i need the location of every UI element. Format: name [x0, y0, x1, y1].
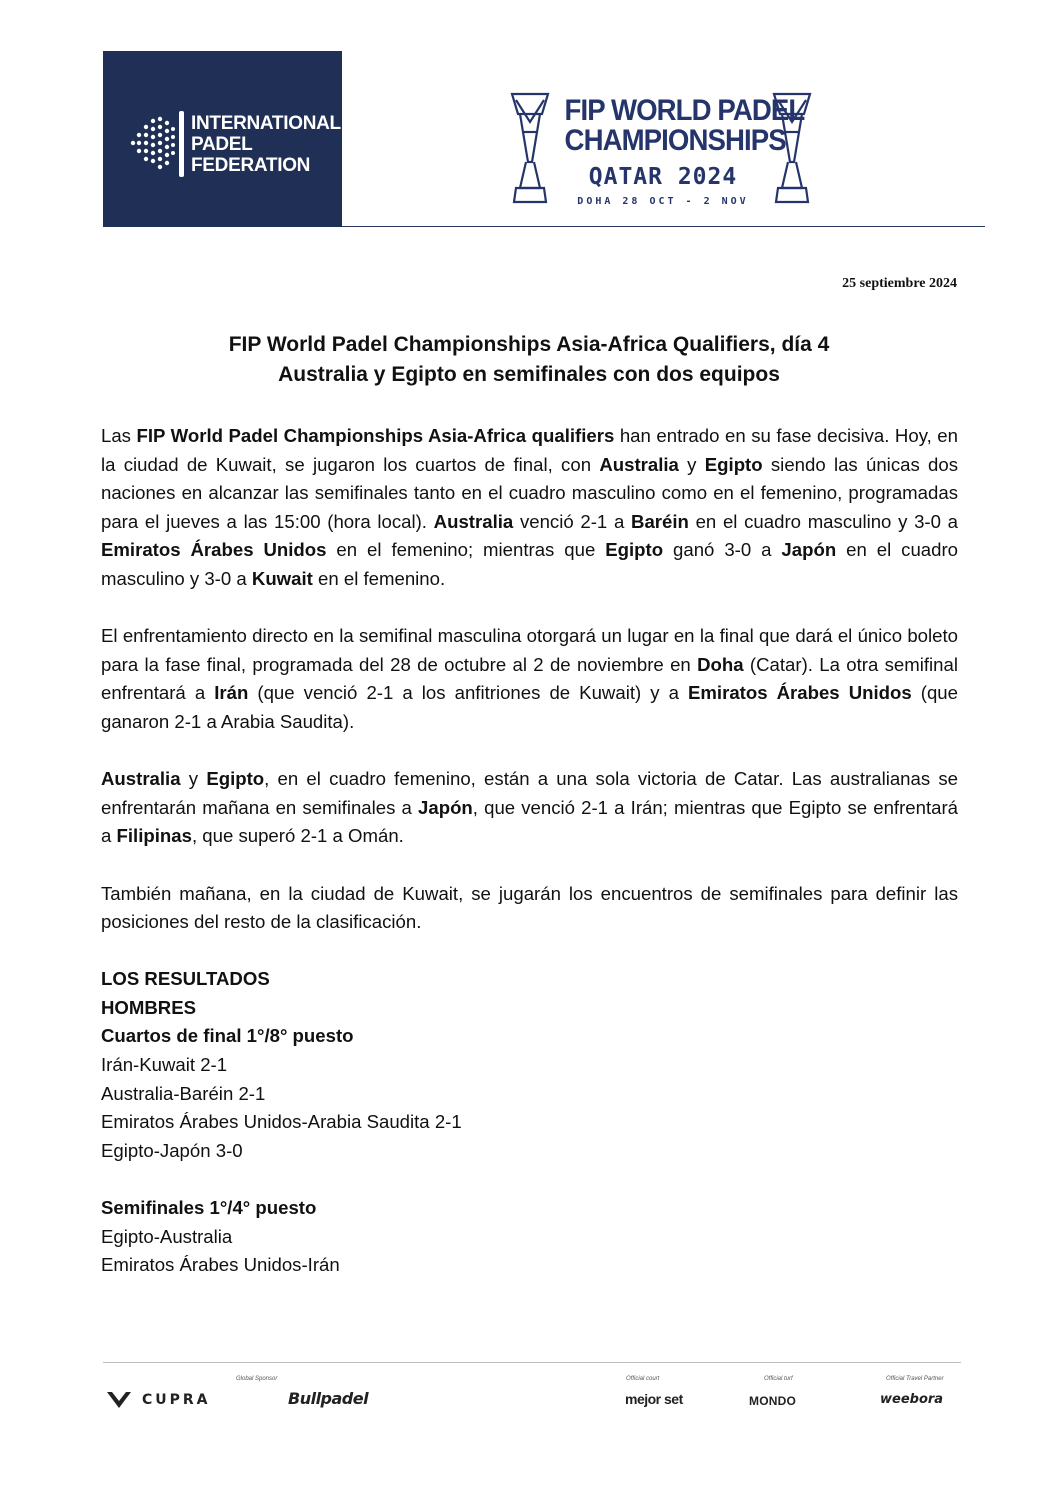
federation-name	[191, 113, 341, 176]
official-court-caption: Official court	[626, 1376, 660, 1382]
paragraph-1	[101, 422, 958, 594]
press-release-date: 25 septiembre 2024	[842, 276, 957, 291]
logo-divider-bar	[179, 111, 184, 177]
official-turf-caption: Official turf	[764, 1376, 793, 1382]
trophy-icon	[770, 92, 814, 210]
federation-name-line: INTERNATIONAL	[191, 113, 341, 134]
championship-title-line: CHAMPIONSHIPS	[564, 124, 786, 157]
highlight: Emiratos Árabes Unidos	[687, 682, 912, 704]
match-result: Emiratos Árabes Unidos-Arabia Saudita 2-1	[101, 1111, 462, 1133]
highlight: Baréin	[631, 510, 689, 532]
championship-logo	[508, 92, 813, 210]
highlight: Doha	[697, 653, 744, 675]
match-result: Irán-Kuwait 2-1	[101, 1054, 228, 1076]
text: ganó 3-0 a	[663, 539, 782, 561]
match-result: Australia-Baréin 2-1	[101, 1082, 266, 1104]
match-pairing: Egipto-Australia	[101, 1225, 233, 1247]
text: (Catar). La otra semifinal enfrentará a	[101, 653, 958, 704]
semifinals-heading: Semifinales 1°/4° puesto	[101, 1197, 317, 1219]
match-result: Egipto-Japón 3-0	[101, 1139, 243, 1161]
mejorset-logo: mejor set	[625, 1391, 683, 1407]
highlight: Irán	[214, 682, 249, 704]
text: siendo las únicas dos naciones en alcanzar las semifinales tanto en el cuadro masculino como en el femenino, programadas para el jueves a las 15:00 (hora local).	[101, 453, 959, 532]
cupra-logo-icon	[106, 1390, 132, 1410]
padel-ball-dots-icon	[129, 115, 175, 171]
bullpadel-logo: Bullpadel	[288, 1389, 369, 1408]
results-category: HOMBRES	[101, 996, 197, 1018]
text: Las	[101, 425, 137, 446]
text: , que superó 2-1 a Omán.	[191, 825, 404, 847]
quarterfinals-heading: Cuartos de final 1°/8° puesto	[101, 1025, 354, 1047]
highlight: Filipinas	[116, 825, 192, 847]
title-line-2: Australia y Egipto en semifinales con dos equipos	[278, 363, 780, 386]
text: El enfrentamiento directo en la semifinal masculina otorgará un lugar en la final que dará el único boleto para la fase final, programada del 28 de octubre al 2 de noviembre en	[101, 625, 958, 675]
official-travel-caption: Official Travel Partner	[886, 1376, 944, 1382]
weebora-logo: weebora	[880, 1392, 944, 1407]
results-heading: LOS RESULTADOS	[101, 968, 270, 990]
championship-title-line: FIP WORLD PADEL	[564, 94, 805, 127]
text: , que venció 2-1 a Irán; mientras que Egipto se enfrentará a	[101, 796, 958, 847]
highlight: Emiratos Árabes Unidos	[101, 539, 327, 561]
text: venció 2-1 a	[513, 510, 632, 532]
text: en el cuadro masculino y 3-0 a	[101, 539, 958, 589]
championship-title	[556, 94, 805, 157]
header-divider	[342, 226, 985, 227]
text: y	[180, 768, 207, 790]
footer-divider	[103, 1362, 961, 1363]
press-release-title	[101, 330, 957, 390]
highlight: Australia	[433, 510, 514, 532]
spacer	[101, 1165, 958, 1194]
trophy-icon	[508, 92, 552, 210]
mondo-logo: MONDO	[749, 1394, 796, 1408]
text: (que venció 2-1 a los anfitriones de Kuwait) y a	[248, 682, 688, 704]
highlight: Japón	[781, 539, 837, 561]
highlight: Egipto	[605, 539, 664, 561]
title-line-1: FIP World Padel Championships Asia-Africa Qualifiers, día 4	[228, 333, 830, 356]
match-pairing: Emiratos Árabes Unidos-Irán	[101, 1254, 340, 1276]
article-body	[101, 422, 958, 1280]
highlight: Australia	[101, 768, 181, 790]
highlight: Egipto	[704, 453, 763, 475]
championship-dates: DOHA 28 OCT - 2 NOV	[577, 196, 749, 207]
federation-name-line: PADEL	[191, 134, 253, 155]
text: han entrado en su fase decisiva. Hoy, en la ciudad de Kuwait, se jugaron los cuartos de final, con	[101, 425, 958, 475]
highlight: Australia	[599, 453, 679, 475]
text: en el cuadro masculino y 3-0 a	[688, 510, 959, 532]
text: en el femenino; mientras que	[326, 539, 606, 561]
cupra-logo: CUPRA	[142, 1392, 211, 1408]
text: , en el cuadro femenino, están a una sola victoria de Catar. Las australianas se enfrentarán mañana en semifinales a	[101, 768, 958, 818]
highlight: Japón	[418, 796, 473, 818]
paragraph-3	[101, 765, 958, 851]
highlight: Egipto	[206, 768, 265, 790]
federation-name-line: FEDERATION	[191, 155, 311, 176]
highlight: Kuwait	[251, 567, 313, 589]
text: en el femenino.	[312, 567, 446, 589]
global-sponsor-caption: Global Sponsor	[236, 1376, 278, 1382]
highlight: FIP World Padel Championships Asia-Africa qualifiers	[136, 425, 615, 446]
fip-logo-block	[103, 51, 342, 227]
results-section	[101, 965, 958, 1280]
text: y	[678, 453, 705, 475]
paragraph-4: También mañana, en la ciudad de Kuwait, se jugarán los encuentros de semifinales para definir las posiciones del resto de la clasificación.	[101, 882, 958, 933]
paragraph-2	[101, 622, 958, 736]
championship-subtitle: QATAR 2024	[588, 164, 738, 190]
text: (que ganaron 2-1 a Arabia Saudita).	[101, 682, 958, 732]
